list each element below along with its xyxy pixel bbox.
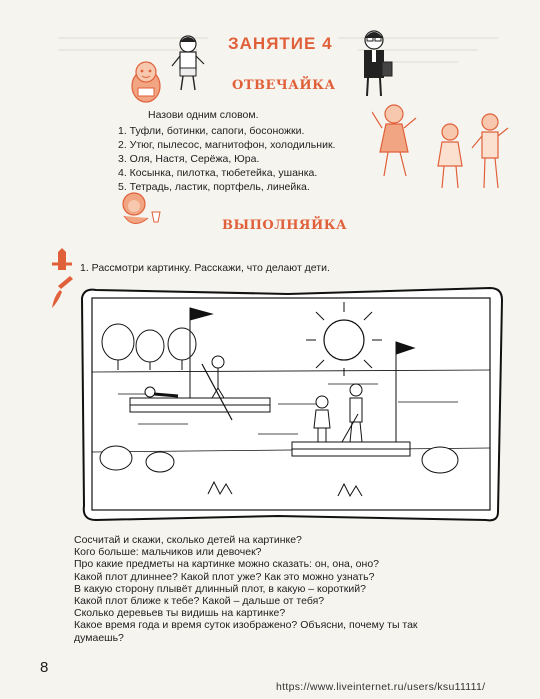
- boy-character-icon: [168, 32, 208, 94]
- list-item: 2. Утюг, пылесос, магнитофон, холодильник.: [118, 139, 336, 151]
- lesson-title: ЗАНЯТИЕ 4: [228, 34, 333, 53]
- river-rafts-picture: [78, 284, 506, 524]
- list-item: Сосчитай и скажи, сколько детей на картинке?: [74, 534, 302, 546]
- section1-word-list: [118, 124, 335, 194]
- list-item: Какое время года и время суток изображено? Объясни, почему ты так: [74, 619, 418, 632]
- section-title-otvechaika: ОТВЕЧАЙКА: [232, 78, 336, 93]
- list-item: Про какие предметы на картинке можно сказать: он, она, оно?: [74, 558, 379, 571]
- section-title-vypolnyaika: ВЫПОЛНЯЙКА: [222, 218, 348, 233]
- list-item: думаешь?: [74, 631, 124, 644]
- list-item: Какой плот длиннее? Какой плот уже? Как это можно узнать?: [74, 570, 375, 583]
- list-item: Сколько деревьев ты видишь на картинке?: [74, 607, 286, 620]
- list-item: Какой плот ближе к тебе? Какой – дальше от тебя?: [74, 595, 325, 608]
- list-item: Кого больше: мальчиков или девочек?: [74, 546, 262, 559]
- child-with-cup-icon: [118, 190, 166, 232]
- matryoshka-toy-icon: [128, 58, 164, 104]
- source-url-link[interactable]: https://www.liveinternet.ru/users/ksu11111/: [276, 681, 486, 693]
- questions-list: [74, 534, 494, 644]
- pencil-brush-icon: [48, 246, 76, 314]
- list-item: 5. Тетрадь, ластик, портфель, линейка.: [118, 181, 310, 193]
- section2-task: 1. Рассмотри картинку. Расскажи, что делают дети.: [80, 262, 330, 274]
- list-item: 1. Туфли, ботинки, сапоги, босоножки.: [118, 125, 305, 137]
- section1-instruction: Назови одним словом.: [148, 109, 259, 121]
- list-item: 3. Оля, Настя, Серёжа, Юра.: [118, 153, 260, 165]
- teacher-character-icon: [352, 28, 396, 100]
- list-item: В какую сторону плывёт длинный плот, в какую – короткий?: [74, 582, 366, 595]
- page-number: 8: [40, 659, 49, 676]
- dancing-children-illustration: [372, 92, 520, 202]
- list-item: 4. Косынка, пилотка, тюбетейка, ушанка.: [118, 167, 318, 179]
